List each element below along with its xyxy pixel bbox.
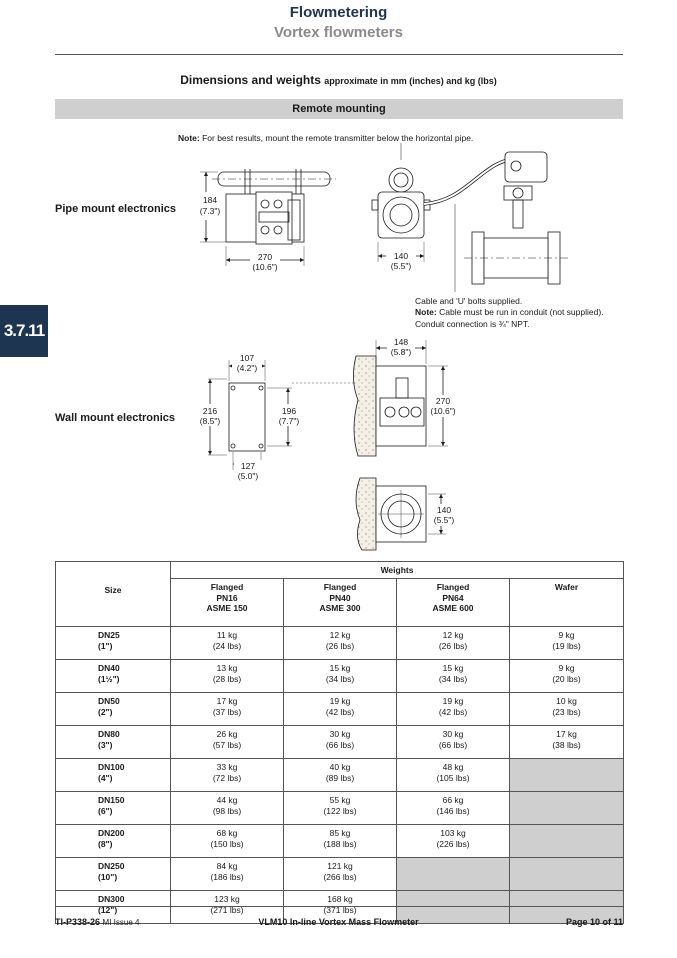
weight-kg: 11 kg xyxy=(216,630,238,640)
size-cell xyxy=(56,858,171,891)
size-value: DN250 xyxy=(98,861,125,871)
dim-wall-side-height-in: (10.6") xyxy=(430,406,456,416)
table-row xyxy=(56,825,624,858)
weight-lbs: (266 lbs) xyxy=(323,871,357,882)
weight-kg: 15 kg xyxy=(329,663,351,673)
weights-table xyxy=(55,561,624,924)
weight-cell xyxy=(510,858,624,891)
size-value: DN100 xyxy=(98,762,125,772)
weight-cell xyxy=(397,759,510,792)
weight-kg: 55 kg xyxy=(329,795,351,805)
weight-lbs: (371 lbs) xyxy=(323,904,357,915)
weight-cell xyxy=(397,627,510,660)
weight-cell xyxy=(397,792,510,825)
dim-pipe-side: 140 xyxy=(393,251,409,261)
table-row xyxy=(56,759,624,792)
size-value: DN80 xyxy=(98,729,120,739)
size-value: DN200 xyxy=(98,828,125,838)
weight-kg: 85 kg xyxy=(329,828,351,838)
weight-kg: 17 kg xyxy=(556,729,577,739)
size-value: DN25 xyxy=(98,630,120,640)
dim-pipe-height-in: (7.3") xyxy=(199,206,221,216)
weight-lbs: (146 lbs) xyxy=(436,805,470,816)
weight-cell xyxy=(510,792,624,825)
weight-cell xyxy=(171,858,284,891)
size-value: DN50 xyxy=(98,696,120,706)
weight-cell xyxy=(510,759,624,792)
dim-wall-lower-in: (5.5") xyxy=(433,515,455,525)
weight-lbs: (226 lbs) xyxy=(436,838,470,849)
column-header-line: ASME 300 xyxy=(319,603,361,613)
size-header xyxy=(56,562,171,627)
column-header-line: ASME 150 xyxy=(206,603,248,613)
weight-lbs: (188 lbs) xyxy=(323,838,357,849)
weight-kg: 13 kg xyxy=(216,663,238,673)
weight-column-header xyxy=(171,579,284,627)
weight-cell xyxy=(510,825,624,858)
weight-lbs: (98 lbs) xyxy=(212,805,242,816)
column-header-line: ASME 600 xyxy=(432,603,474,613)
column-header-line: PN64 xyxy=(442,592,464,603)
weight-cell xyxy=(397,858,510,891)
dim-wall-inner-in: (7.7") xyxy=(278,416,300,426)
weight-kg: 19 kg xyxy=(442,696,464,706)
weight-cell xyxy=(284,825,397,858)
weight-cell xyxy=(171,627,284,660)
weight-kg: 123 kg xyxy=(214,894,240,904)
weight-cell xyxy=(284,627,397,660)
weight-lbs: (105 lbs) xyxy=(436,772,470,783)
weight-lbs: (89 lbs) xyxy=(325,772,355,783)
weight-lbs: (271 lbs) xyxy=(210,904,244,915)
dim-pipe-width: 270 xyxy=(257,252,273,262)
dim-pipe-width-in: (10.6") xyxy=(252,262,278,272)
weight-cell xyxy=(284,726,397,759)
weight-kg: 121 kg xyxy=(327,861,353,871)
weight-kg: 12 kg xyxy=(329,630,351,640)
table-row xyxy=(56,858,624,891)
pipe-mount-label: Pipe mount electronics xyxy=(55,203,177,215)
weight-lbs: (122 lbs) xyxy=(323,805,357,816)
weight-kg: 33 kg xyxy=(216,762,238,772)
weight-kg: 12 kg xyxy=(442,630,464,640)
section-heading-main: Dimensions and weights xyxy=(180,73,321,87)
size-value: (3") xyxy=(98,739,113,750)
column-header-line: Flanged xyxy=(436,582,470,592)
dim-pipe-height: 184 xyxy=(202,195,218,205)
weight-lbs: (20 lbs) xyxy=(552,673,581,684)
footer-rule xyxy=(55,906,623,907)
table-row xyxy=(56,693,624,726)
footer-issue: MI Issue 4 xyxy=(102,918,140,927)
note-label: Note: xyxy=(178,133,200,143)
size-header-text: Size xyxy=(104,585,122,595)
weight-kg: 19 kg xyxy=(329,696,351,706)
cable-note-label: Note: xyxy=(415,307,437,318)
size-cell xyxy=(56,759,171,792)
weight-cell xyxy=(284,693,397,726)
weight-cell xyxy=(171,825,284,858)
column-header-line: PN16 xyxy=(216,592,238,603)
wall-mount-label: Wall mount electronics xyxy=(55,412,176,424)
weight-lbs: (57 lbs) xyxy=(212,739,242,750)
dim-wall-bottom-in: (5.0") xyxy=(237,471,259,481)
weight-lbs: (42 lbs) xyxy=(438,706,468,717)
size-value: (12") xyxy=(98,904,118,915)
weight-cell xyxy=(171,693,284,726)
weight-cell xyxy=(171,660,284,693)
weight-lbs: (19 lbs) xyxy=(552,640,581,651)
table-row xyxy=(56,660,624,693)
weight-cell xyxy=(510,693,624,726)
size-value: (6") xyxy=(98,805,113,816)
weight-lbs: (34 lbs) xyxy=(438,673,468,684)
table-row xyxy=(56,726,624,759)
page-title: Flowmetering xyxy=(289,4,388,21)
weight-lbs: (42 lbs) xyxy=(325,706,355,717)
dim-wall-top-in: (4.2") xyxy=(236,363,258,373)
cable-note-text: Cable must be run in conduit (not supplied). xyxy=(436,307,604,318)
footer-product: VLM10 In-line Vortex Mass Flowmeter xyxy=(258,917,419,927)
size-cell xyxy=(56,726,171,759)
size-value: (10") xyxy=(98,871,118,882)
dim-wall-side-height: 270 xyxy=(435,396,451,406)
weight-cell xyxy=(284,792,397,825)
weight-kg: 17 kg xyxy=(216,696,238,706)
weight-cell xyxy=(171,792,284,825)
size-cell xyxy=(56,792,171,825)
weight-column-header xyxy=(284,579,397,627)
remote-mounting-bar: Remote mounting xyxy=(55,99,623,119)
column-header-line: Flanged xyxy=(323,582,357,592)
weight-cell xyxy=(397,726,510,759)
size-cell xyxy=(56,825,171,858)
weight-cell xyxy=(510,726,624,759)
size-cell xyxy=(56,693,171,726)
weight-kg: 44 kg xyxy=(216,795,238,805)
weight-kg: 68 kg xyxy=(216,828,238,838)
size-value: DN40 xyxy=(98,663,120,673)
weight-cell xyxy=(171,726,284,759)
weight-lbs: (150 lbs) xyxy=(210,838,244,849)
weight-kg: 15 kg xyxy=(442,663,464,673)
dim-wall-side-width: 148 xyxy=(393,337,409,347)
section-tab: 3.7.11 xyxy=(0,305,48,357)
size-value: (1") xyxy=(98,640,113,651)
weight-lbs: (23 lbs) xyxy=(552,706,581,717)
section-heading-units: approximate in mm (inches) and kg (lbs) xyxy=(324,76,497,86)
weight-lbs: (186 lbs) xyxy=(210,871,244,882)
weight-kg: 103 kg xyxy=(440,828,466,838)
weight-kg: 9 kg xyxy=(558,630,575,640)
weight-cell xyxy=(284,660,397,693)
weight-lbs: (37 lbs) xyxy=(212,706,242,717)
weight-cell xyxy=(171,759,284,792)
table-row xyxy=(56,627,624,660)
dim-wall-lower: 140 xyxy=(436,505,452,515)
weight-lbs: (66 lbs) xyxy=(325,739,355,750)
size-cell xyxy=(56,660,171,693)
weight-lbs: (26 lbs) xyxy=(438,640,468,651)
dim-pipe-side-in: (5.5") xyxy=(390,261,412,271)
size-cell xyxy=(56,627,171,660)
column-header-line: Wafer xyxy=(554,582,579,592)
column-header-line: PN40 xyxy=(329,592,351,603)
column-header-line: Flanged xyxy=(210,582,244,592)
weight-kg: 66 kg xyxy=(442,795,464,805)
dim-wall-bottom: 127 xyxy=(240,461,256,471)
weight-kg: 48 kg xyxy=(442,762,464,772)
dim-wall-left-in: (8.5") xyxy=(199,416,221,426)
weight-kg: 10 kg xyxy=(556,696,577,706)
weight-kg: 40 kg xyxy=(329,762,351,772)
weight-cell xyxy=(284,759,397,792)
weight-column-header xyxy=(510,579,624,627)
weight-kg: 26 kg xyxy=(216,729,238,739)
footer-page: Page 10 of 11 xyxy=(565,917,623,927)
dim-wall-left: 216 xyxy=(202,406,218,416)
weight-kg: 168 kg xyxy=(327,894,353,904)
weight-lbs: (66 lbs) xyxy=(438,739,468,750)
size-value: DN150 xyxy=(98,795,125,805)
cable-note-line3: Conduit connection is ¾" NPT. xyxy=(415,318,530,329)
weight-lbs: (34 lbs) xyxy=(325,673,355,684)
weights-header: Weights xyxy=(171,562,624,579)
size-value: (4") xyxy=(98,772,113,783)
size-value: DN300 xyxy=(98,894,125,904)
weight-cell xyxy=(510,627,624,660)
weight-column-header xyxy=(397,579,510,627)
weight-lbs: (24 lbs) xyxy=(212,640,242,651)
page-subtitle: Vortex flowmeters xyxy=(274,24,403,41)
weight-cell xyxy=(397,693,510,726)
footer-doc: TI-P338-26 xyxy=(55,917,101,927)
weight-lbs: (26 lbs) xyxy=(325,640,355,651)
weight-cell xyxy=(284,858,397,891)
weight-lbs: (28 lbs) xyxy=(212,673,242,684)
dim-wall-side-width-in: (5.8") xyxy=(390,347,412,357)
weight-kg: 84 kg xyxy=(216,861,238,871)
weight-lbs: (72 lbs) xyxy=(212,772,242,783)
weight-cell xyxy=(397,825,510,858)
weight-kg: 30 kg xyxy=(329,729,351,739)
size-value: (1½") xyxy=(98,673,120,684)
size-value: (8") xyxy=(98,838,113,849)
weight-kg: 30 kg xyxy=(442,729,464,739)
weight-cell xyxy=(510,660,624,693)
weight-lbs: (38 lbs) xyxy=(552,739,581,750)
dim-wall-inner: 196 xyxy=(281,406,297,416)
size-value: (2") xyxy=(98,706,113,717)
note-text: For best results, mount the remote transmitter below the horizontal pipe. xyxy=(199,133,474,143)
weight-cell xyxy=(397,660,510,693)
dim-wall-top: 107 xyxy=(239,353,255,363)
weight-kg: 9 kg xyxy=(558,663,575,673)
table-row xyxy=(56,792,624,825)
cable-note-line1: Cable and 'U' bolts supplied. xyxy=(415,296,523,306)
